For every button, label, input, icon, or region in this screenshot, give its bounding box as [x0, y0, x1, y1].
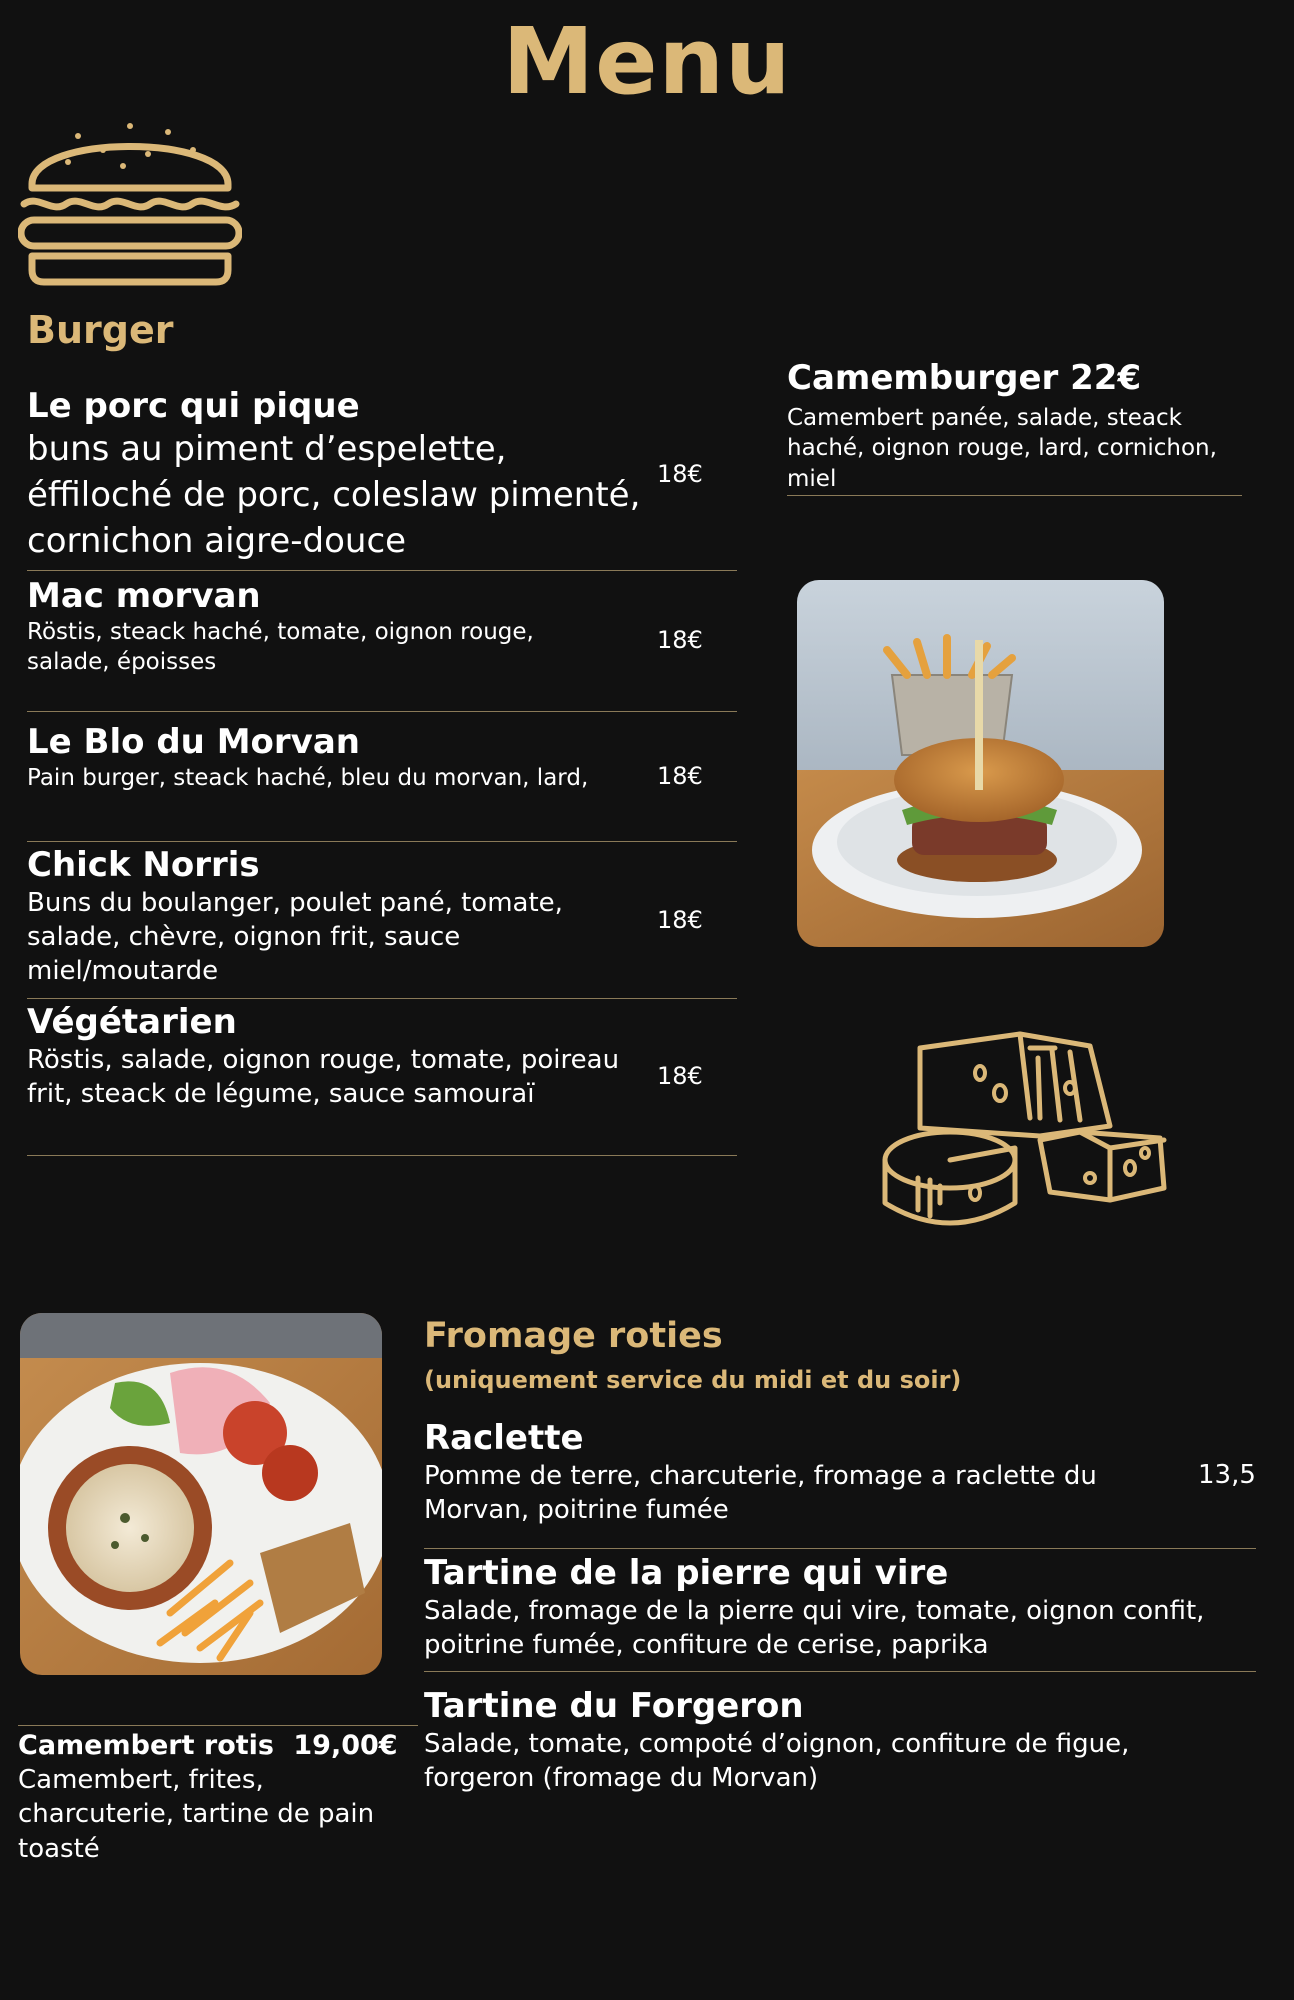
featured-item	[18, 1728, 418, 1866]
cheese-section-title: Fromage roties	[424, 1316, 723, 1356]
item-price: 19,00€	[293, 1730, 398, 1761]
menu-item	[27, 576, 617, 678]
burger-section-title: Burger	[27, 308, 174, 352]
item-description: Salade, tomate, compoté d’oignon, confiture de figue, forgeron (fromage du Morvan)	[424, 1728, 1130, 1794]
item-description: Röstis, steack haché, tomate, oignon rouge, salade, époisses	[27, 618, 534, 676]
item-name: Végétarien	[27, 1002, 237, 1042]
cheese-icon	[880, 1028, 1170, 1232]
item-name: Raclette	[424, 1418, 584, 1458]
cheese-section-subtitle: (uniquement service du midi et du soir)	[424, 1366, 962, 1394]
item-description: Buns du boulanger, poulet pané, tomate, salade, chèvre, oignon frit, sauce miel/moutarde	[27, 887, 563, 987]
menu-item	[424, 1553, 1244, 1662]
menu-item	[27, 845, 627, 989]
item-price: 18€	[657, 460, 703, 488]
item-price: 18€	[657, 626, 703, 654]
item-name: Mac morvan	[27, 576, 261, 616]
menu-item	[27, 1002, 627, 1111]
divider	[27, 998, 737, 999]
burger-icon	[18, 110, 242, 290]
item-price: 18€	[657, 1062, 703, 1090]
menu-item	[27, 722, 617, 793]
divider	[27, 841, 737, 842]
item-price: 13,5	[1198, 1460, 1256, 1490]
item-name: Camembert rotis	[18, 1730, 274, 1761]
item-name: Le porc qui pique	[27, 386, 360, 426]
item-name: Camemburger 22€	[787, 358, 1142, 398]
item-description: Camembert panée, salade, steack haché, oignon rouge, lard, cornichon, miel	[787, 404, 1217, 492]
item-name: Le Blo du Morvan	[27, 722, 360, 762]
item-description: Röstis, salade, oignon rouge, tomate, poireau frit, steack de légume, sauce samouraï	[27, 1044, 620, 1110]
cheese-plate-photo	[20, 1313, 382, 1675]
item-description: Salade, fromage de la pierre qui vire, tomate, oignon confit, poitrine fumée, confiture de cerise, paprika	[424, 1595, 1205, 1661]
menu-item	[27, 386, 647, 564]
item-name: Tartine du Forgeron	[424, 1686, 804, 1726]
item-description: Camembert, frites, charcuterie, tartine de pain toasté	[18, 1765, 375, 1864]
item-description: Pain burger, steack haché, bleu du morvan, lard,	[27, 764, 589, 791]
divider	[18, 1725, 418, 1726]
menu-item	[424, 1686, 1244, 1795]
burger-photo	[797, 580, 1164, 947]
divider	[27, 1155, 737, 1156]
item-description: Pomme de terre, charcuterie, fromage a raclette du Morvan, poitrine fumée	[424, 1460, 1097, 1526]
divider	[787, 495, 1242, 496]
menu-item	[424, 1418, 1184, 1527]
item-price: 18€	[657, 762, 703, 790]
divider	[27, 570, 737, 571]
item-name: Chick Norris	[27, 845, 260, 885]
divider	[27, 711, 737, 712]
item-price: 18€	[657, 906, 703, 934]
item-name: Tartine de la pierre qui vire	[424, 1553, 949, 1593]
item-description: buns au piment d’espelette, éffiloché de porc, coleslaw pimenté, cornichon aigre-douce	[27, 428, 641, 561]
divider	[424, 1548, 1256, 1549]
featured-item	[787, 358, 1247, 494]
divider	[424, 1671, 1256, 1672]
page-title: Menu	[502, 8, 792, 115]
